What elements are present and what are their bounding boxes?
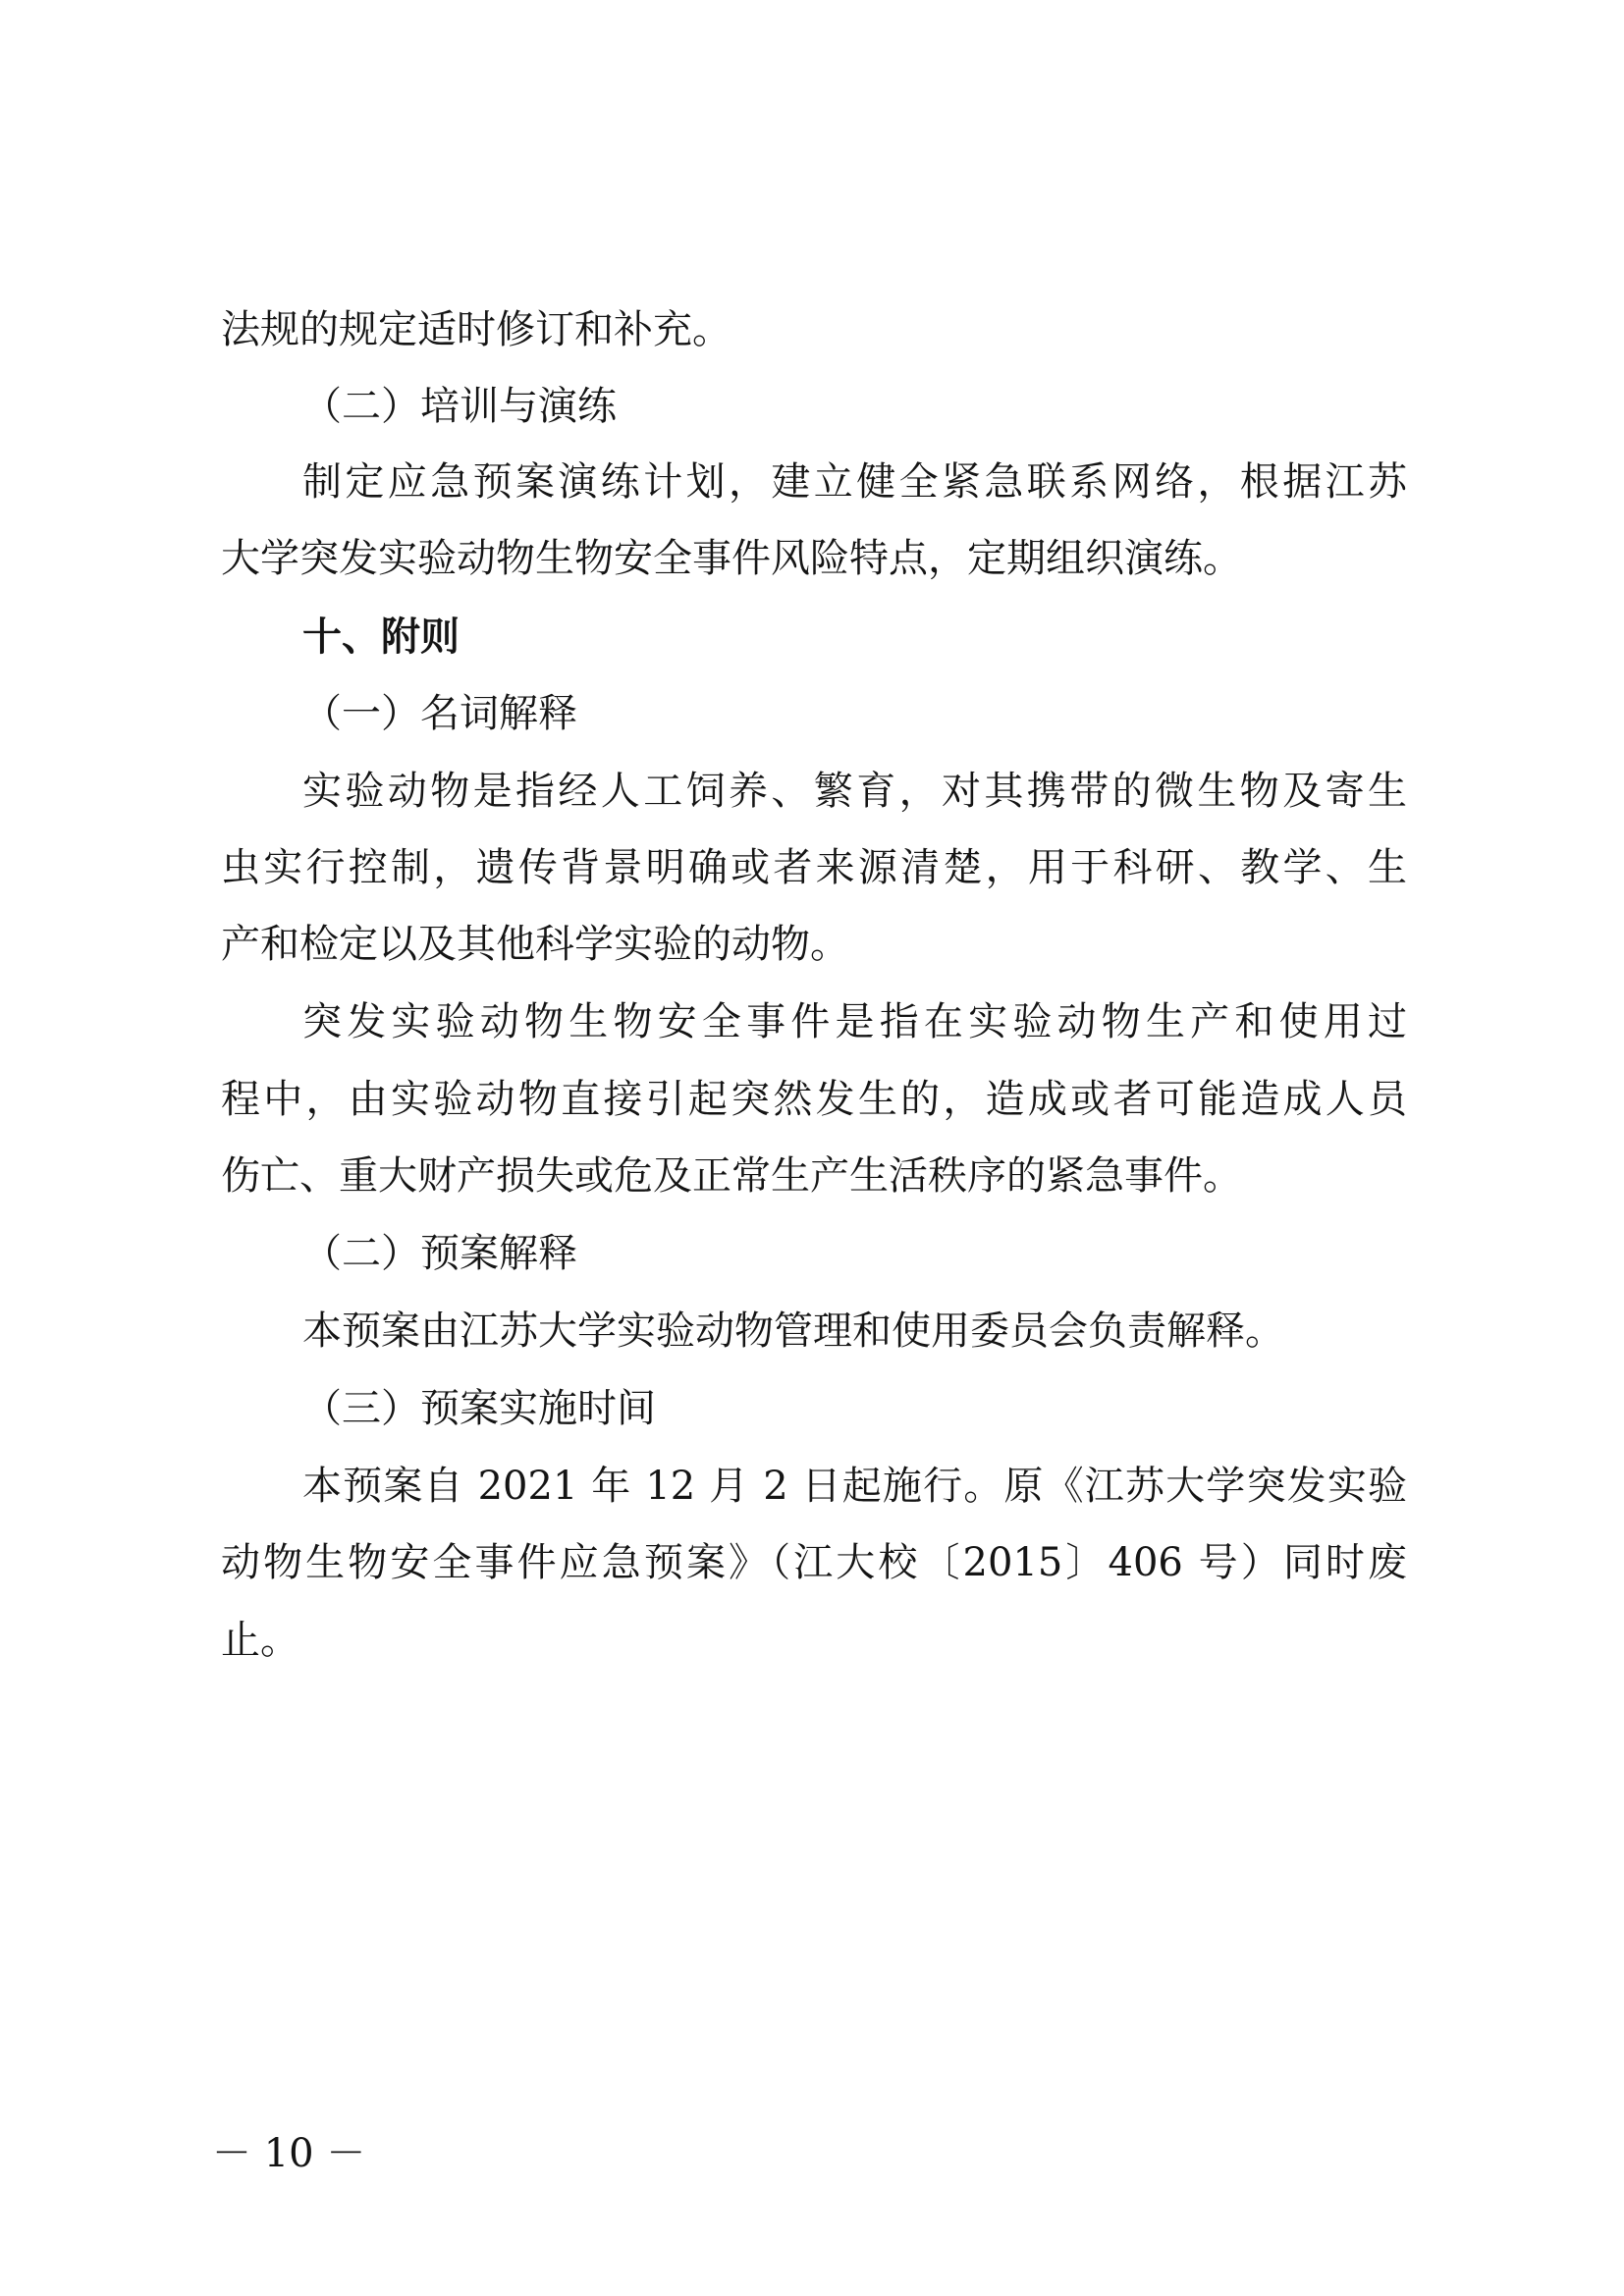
text-line: 动物生物安全事件应急预案》（江大校〔2015〕406 号）同时废 xyxy=(221,1540,1407,1585)
page-number: － 10 － xyxy=(212,2131,366,2176)
text-line: 大学突发实验动物生物安全事件风险特点，定期组织演练。 xyxy=(221,536,1242,581)
text-line: 突发实验动物生物安全事件是指在实验动物生产和使用过 xyxy=(302,999,1407,1044)
text-line: 制定应急预案演练计划，建立健全紧急联系网络，根据江苏 xyxy=(302,459,1407,505)
text-line: 本预案自 2021 年 12 月 2 日起施行。原《江苏大学突发实验 xyxy=(302,1464,1407,1509)
subsection-heading: （二）培训与演练 xyxy=(302,384,617,429)
subsection-heading: （一）名词解释 xyxy=(302,691,577,736)
text-line: 实验动物是指经人工饲养、繁育，对其携带的微生物及寄生 xyxy=(302,769,1407,814)
text-line: 止。 xyxy=(221,1618,299,1663)
text-line: 伤亡、重大财产损失或危及正常生产生活秩序的紧急事件。 xyxy=(221,1153,1242,1199)
text-line: 本预案由江苏大学实验动物管理和使用委员会负责解释。 xyxy=(302,1308,1284,1354)
subsection-heading: （三）预案实施时间 xyxy=(302,1386,656,1431)
text-line: 程中，由实验动物直接引起突然发生的，造成或者可能造成人员 xyxy=(221,1077,1407,1122)
text-line: 产和检定以及其他科学实验的动物。 xyxy=(221,922,849,967)
subsection-heading: （二）预案解释 xyxy=(302,1231,577,1276)
text-line: 法规的规定适时修订和补充。 xyxy=(221,307,731,352)
section-heading: 十、附则 xyxy=(302,614,460,660)
text-line: 虫实行控制，遗传背景明确或者来源清楚，用于科研、教学、生 xyxy=(221,845,1407,890)
